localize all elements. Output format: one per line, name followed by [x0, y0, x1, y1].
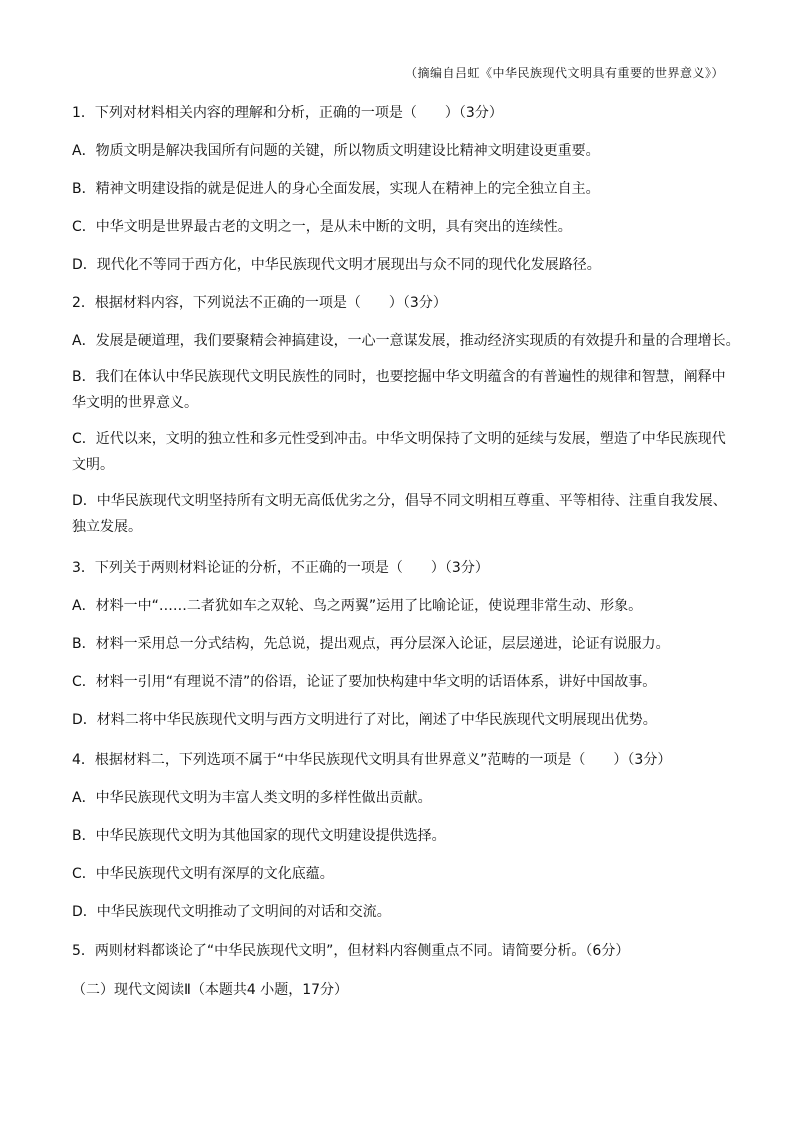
question-4-option-a: A．中华民族现代文明为丰富人类文明的多样性做出贡献。: [72, 790, 432, 806]
question-2-option-c-line-1: C．近代以来，文明的独立性和多元性受到冲击。中华文明保持了文明的延续与发展，塑造了中华民族现代: [72, 431, 726, 447]
question-2-option-a: A．发展是硬道理，我们要聚精会神搞建设，一心一意谋发展，推动经济实现质的有效提升和量的合理增长。: [72, 333, 740, 349]
source-citation: （摘编自吕虹《中华民族现代文明具有重要的世界意义》）: [404, 66, 724, 80]
question-1-option-c: C．中华文明是世界最古老的文明之一，是从未中断的文明，具有突出的连续性。: [72, 219, 572, 235]
question-5-stem: 5．两则材料都谈论了“中华民族现代文明”，但材料内容侧重点不同。请简要分析。（6分）: [72, 943, 630, 959]
question-2-stem: 2．根据材料内容，下列说法不正确的一项是（ ）（3分）: [72, 295, 447, 311]
question-3-option-b: B．材料一采用总一分式结构，先总说，提出观点，再分层深入论证，层层递进，论证有说服力。: [72, 636, 670, 652]
section-heading: （二）现代文阅读Ⅱ（本题共4 小题，17分）: [72, 982, 349, 998]
question-3-stem: 3．下列关于两则材料论证的分析，不正确的一项是（ ）（3分）: [72, 560, 489, 576]
question-1-stem: 1．下列对材料相关内容的理解和分析，正确的一项是（ ）（3分）: [72, 105, 503, 121]
question-4-option-d: D．中华民族现代文明推动了文明间的对话和交流。: [72, 904, 391, 920]
question-3: [72, 555, 728, 733]
question-1-option-a: A．物质文明是解决我国所有问题的关键，所以物质文明建设比精神文明建设更重要。: [72, 143, 600, 159]
question-1: [72, 100, 728, 278]
question-3-option-d: D．材料二将中华民族现代文明与西方文明进行了对比，阐述了中华民族现代文明展现出优势。: [72, 712, 657, 728]
question-1-option-b: B．精神文明建设指的就是促进人的身心全面发展，实现人在精神上的完全独立自主。: [72, 181, 600, 197]
question-4-option-c: C．中华民族现代文明有深厚的文化底蕴。: [72, 866, 334, 882]
question-1-option-d: D．现代化不等同于西方化，中华民族现代文明才展现出与众不同的现代化发展路径。: [72, 257, 601, 273]
question-2-option-b-line-2: 华文明的世界意义。: [72, 395, 198, 411]
question-2-option-c: [72, 426, 728, 478]
question-2-option-d-line-1: D．中华民族现代文明坚持所有文明无高低优劣之分，倡导不同文明相互尊重、平等相待、注重自我发展、: [72, 493, 727, 509]
question-3-option-c: C．材料一引用“有理说不清”的俗语，论证了要加快构建中华文明的话语体系，讲好中国故事。: [72, 674, 657, 690]
question-2-option-c-line-2: 文明。: [72, 457, 114, 473]
question-2-option-b-line-1: B．我们在体认中华民族现代文明民族性的同时，也要挖掘中华文明蕴含的有普遍性的规律和智慧，阐释中: [72, 369, 726, 385]
question-2-option-d: [72, 488, 728, 540]
question-4: [72, 747, 728, 925]
question-4-option-b: B．中华民族现代文明为其他国家的现代文明建设提供选择。: [72, 828, 446, 844]
question-2-option-d-line-2: 独立发展。: [72, 519, 142, 535]
question-5: [72, 938, 728, 964]
question-4-stem: 4．根据材料二，下列选项不属于“中华民族现代文明具有世界意义”范畴的一项是（ ）（3分）: [72, 752, 672, 768]
question-2-option-b: [72, 364, 728, 416]
question-2: [72, 290, 740, 540]
question-3-option-a: A．材料一中“……二者犹如车之双轮、鸟之两翼”运用了比喻论证，使说理非常生动、形象。: [72, 598, 643, 614]
